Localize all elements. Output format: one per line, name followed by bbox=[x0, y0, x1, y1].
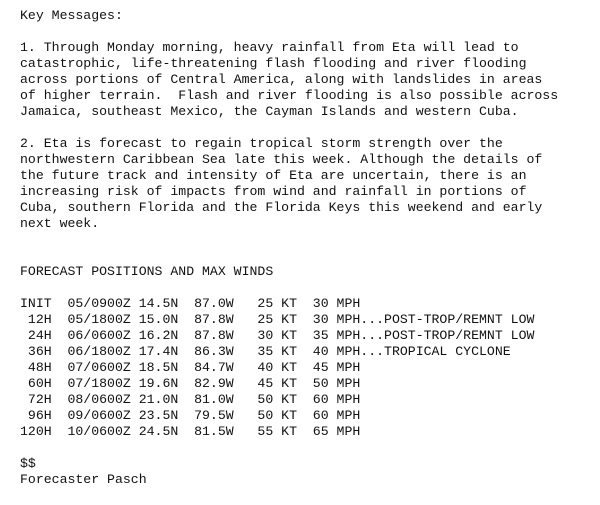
spacer bbox=[20, 248, 600, 264]
message-line: 2. Eta is forecast to regain tropical storm strength over the bbox=[20, 136, 503, 151]
message-line: next week. bbox=[20, 216, 100, 231]
message-line: catastrophic, life-threatening flash flooding and river flooding bbox=[20, 56, 527, 71]
forecast-row: 120H 10/0600Z 24.5N 81.5W 55 KT 65 MPH bbox=[20, 424, 361, 439]
forecast-row: 72H 08/0600Z 21.0N 81.0W 50 KT 60 MPH bbox=[20, 392, 361, 407]
forecast-row: 24H 06/0600Z 16.2N 87.8W 30 KT 35 MPH...POST-TROP/REMNT LOW bbox=[20, 328, 535, 343]
spacer bbox=[20, 120, 600, 136]
message-line: northwestern Caribbean Sea late this week. Although the details of bbox=[20, 152, 543, 167]
forecast-row: 12H 05/1800Z 15.0N 87.8W 25 KT 30 MPH...POST-TROP/REMNT LOW bbox=[20, 312, 535, 327]
forecast-row: 96H 09/0600Z 23.5N 79.5W 50 KT 60 MPH bbox=[20, 408, 361, 423]
forecast-table bbox=[20, 296, 600, 440]
message-line: 1. Through Monday morning, heavy rainfall from Eta will lead to bbox=[20, 40, 519, 55]
forecast-row: 36H 06/1800Z 17.4N 86.3W 35 KT 40 MPH...TROPICAL CYCLONE bbox=[20, 344, 511, 359]
spacer bbox=[20, 280, 600, 296]
key-messages-heading: Key Messages: bbox=[20, 8, 123, 23]
forecast-title: FORECAST POSITIONS AND MAX WINDS bbox=[20, 264, 274, 279]
message-line: the future track and intensity of Eta are uncertain, there is an bbox=[20, 168, 527, 183]
spacer bbox=[20, 440, 600, 456]
message-line: Cuba, southern Florida and the Florida Keys this weekend and early bbox=[20, 200, 543, 215]
message-line: increasing risk of impacts from wind and rainfall in portions of bbox=[20, 184, 527, 199]
message-line: Jamaica, southeast Mexico, the Cayman Islands and western Cuba. bbox=[20, 104, 519, 119]
message-line: of higher terrain. Flash and river flooding is also possible across bbox=[20, 88, 559, 103]
forecast-row: 60H 07/1800Z 19.6N 82.9W 45 KT 50 MPH bbox=[20, 376, 361, 391]
message-line: across portions of Central America, along with landslides in areas bbox=[20, 72, 543, 87]
forecaster-signature: Forecaster Pasch bbox=[20, 472, 147, 487]
key-message-2 bbox=[20, 136, 600, 232]
spacer bbox=[20, 232, 600, 248]
forecast-row: 48H 07/0600Z 18.5N 84.7W 40 KT 45 MPH bbox=[20, 360, 361, 375]
key-message-1 bbox=[20, 40, 600, 120]
spacer bbox=[20, 24, 600, 40]
end-marker: $$ bbox=[20, 456, 36, 471]
forecast-row: INIT 05/0900Z 14.5N 87.0W 25 KT 30 MPH bbox=[20, 296, 361, 311]
